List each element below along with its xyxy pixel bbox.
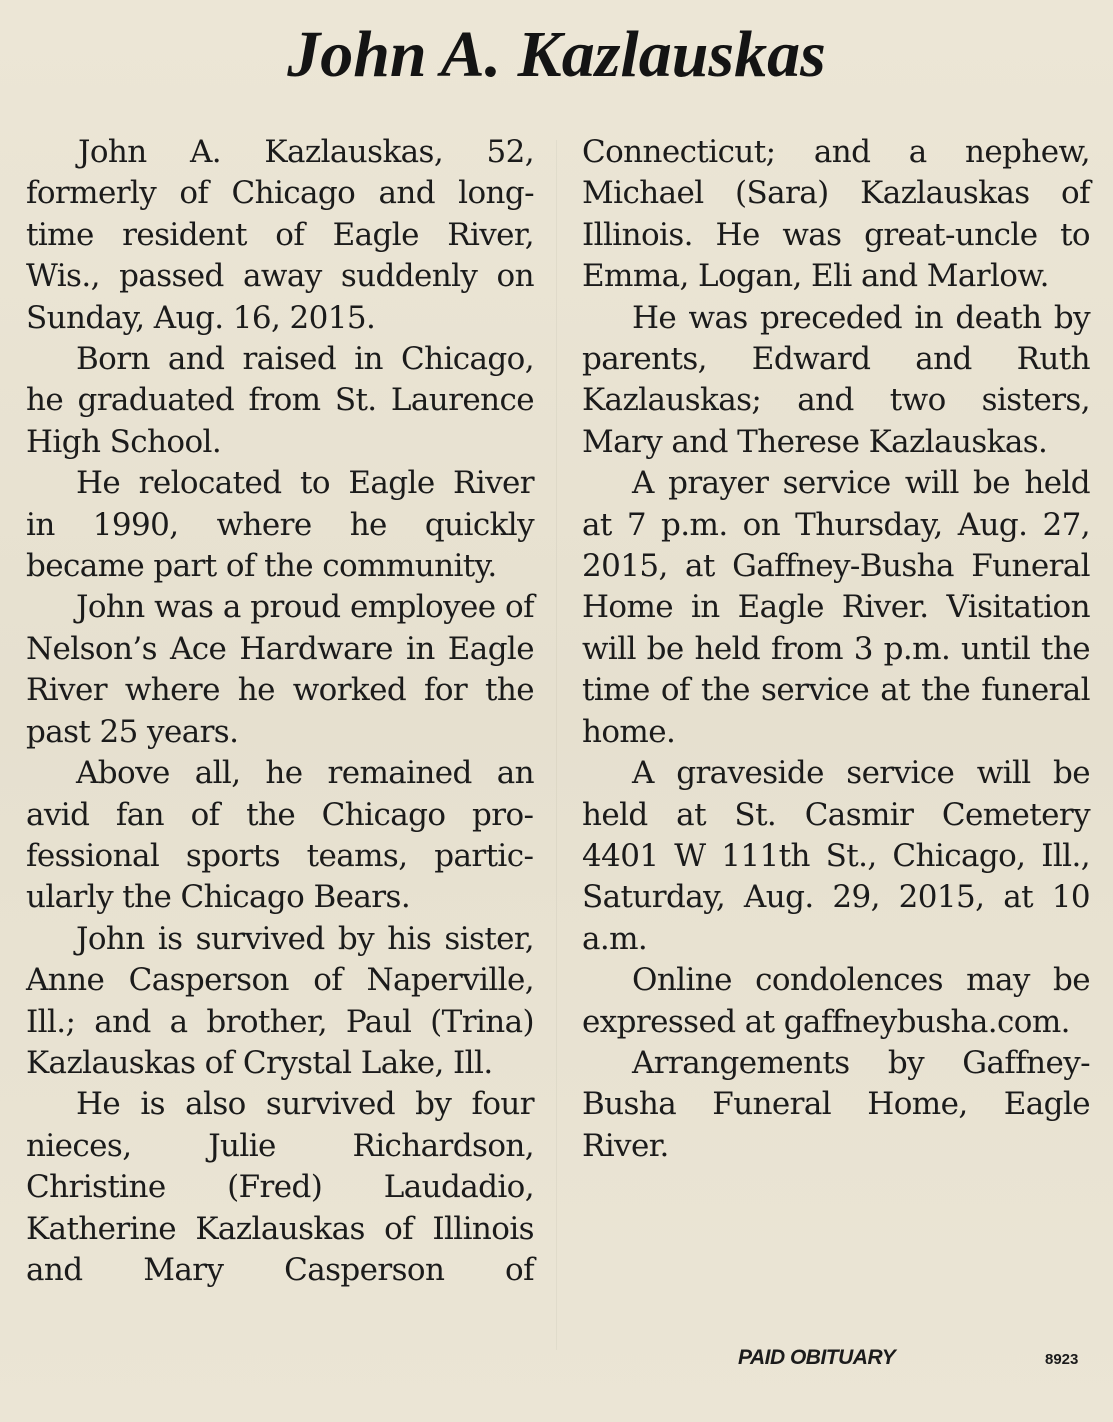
paragraph: John was a proud employee of Nelson’s Ace Hardware in Eagle River where he worked for the past 25 years. (26, 589, 534, 750)
left-column (26, 132, 534, 1291)
paragraph: He relocated to Eagle River in 1990, where he quickly became part of the community. (26, 465, 534, 585)
paragraph: He was preceded in death by parents, Edward and Ruth Kazlauskas; and two sisters, Mary and Therese Kazlauskas. (582, 299, 1090, 460)
paragraph: John A. Kazlauskas, 52, formerly of Chicago and long-time resident of Eagle River, Wis., passed away suddenly on Sunday, Aug. 16, 2015. (26, 134, 534, 336)
paragraph: Born and raised in Chicago, he graduated from St. Laurence High School. (26, 341, 534, 460)
obituary-title: John A. Kazlauskas (287, 18, 826, 91)
paragraph: Online condolences may be expressed at gaffneybusha.com. (582, 962, 1090, 1040)
paragraph: A graveside service will be held at St. Casmir Cemetery 4401 W 111th St., Chicago, Ill., Saturday, Aug. 29, 2015, at 10 a.m. (582, 755, 1090, 957)
paragraph: He is also survived by four nieces, Julie Richardson, Christine (Fred) Laudadio, Katherine Kazlauskas of Illinois and Mary Casperson of (26, 1086, 534, 1288)
paragraph: Connecticut; and a nephew, Michael (Sara) Kazlauskas of Illinois. He was great-uncle to Emma, Logan, Eli and Marlow. (582, 134, 1090, 295)
ad-code: 8923 (1045, 1351, 1079, 1368)
paid-obituary-label: PAID OBITUARY (738, 1346, 896, 1369)
column-divider (556, 140, 557, 1350)
paragraph: John is survived by his sister, Anne Casperson of Naperville, Ill.; and a brother, Paul (Trina) Kazlauskas of Crystal Lake, Ill. (26, 920, 534, 1081)
paragraph: Arrangements by Gaffney-Busha Funeral Home, Eagle River. (582, 1044, 1090, 1164)
paragraph: A prayer service will be held at 7 p.m. on Thursday, Aug. 27, 2015, at Gaffney-Busha Funeral Home in Eagle River. Visitation will be held from 3 p.m. until the time of the service at the funeral home. (582, 465, 1090, 750)
paragraph: Above all, he remained an avid fan of the Chicago professional sports teams, particularly the Chicago Bears. (26, 755, 534, 916)
right-column (582, 132, 1090, 1167)
